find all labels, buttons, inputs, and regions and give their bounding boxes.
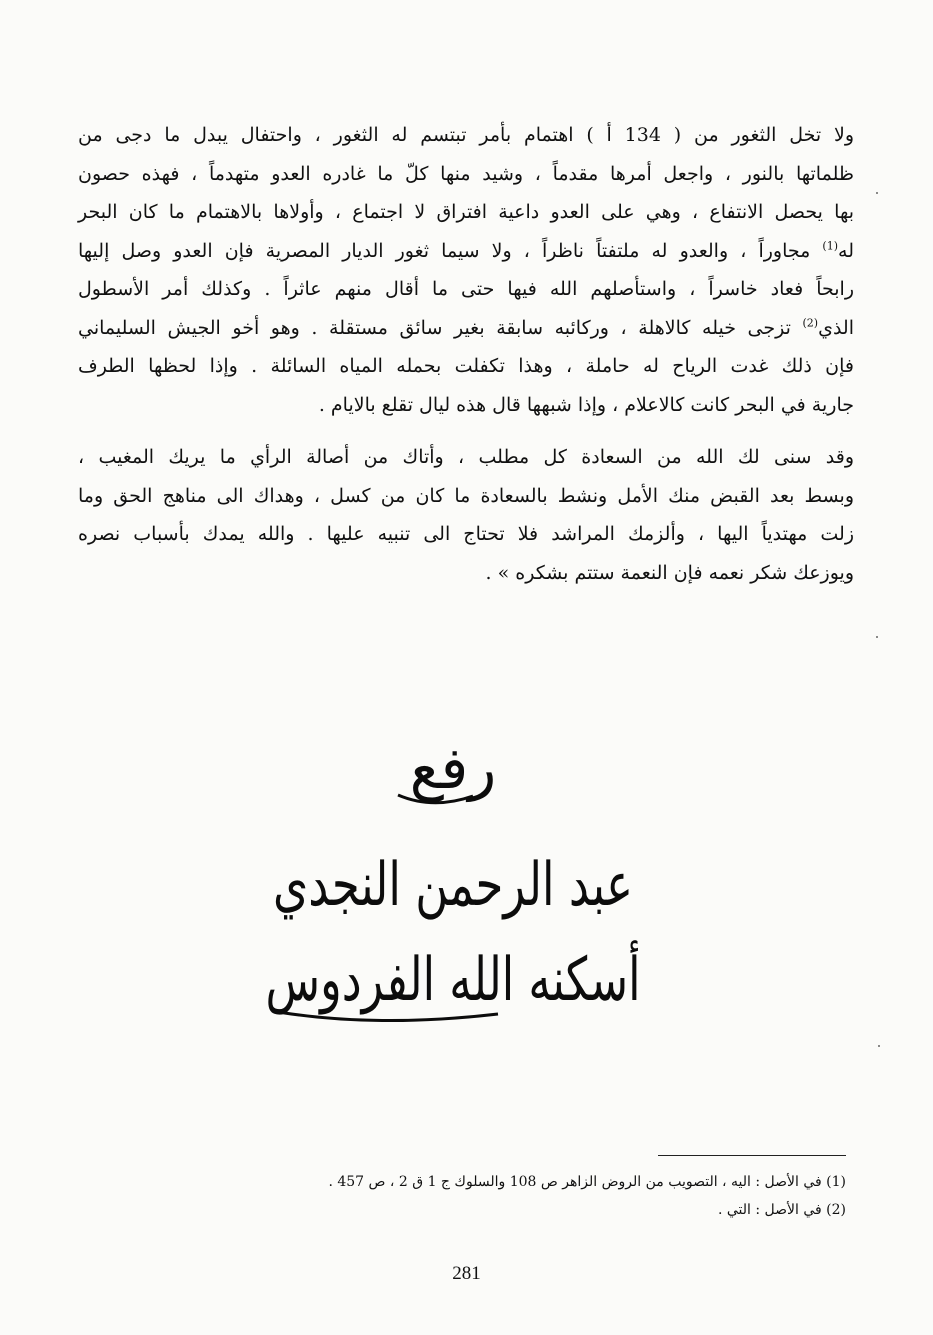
footnotes [240, 1168, 846, 1224]
footnote-1: (1) في الأصل : اليه ، التصويب من الروض الزاهر ص 108 والسلوك ج 1 ق 2 ، ص 457 . [328, 1174, 846, 1190]
footnote-separator [658, 1155, 846, 1156]
scan-speck [878, 1045, 880, 1047]
stamp-line-2: عبد الرحمن النجدي [273, 850, 633, 920]
calligraphy-stamp [258, 700, 769, 1030]
text-fragment: له [838, 239, 854, 262]
text-line [78, 232, 854, 271]
text-line: جارية في البحر كانت كالاعلام ، وإذا شبهها قال هذه ليال تقلع بالايام . [318, 393, 854, 416]
scan-speck [876, 636, 878, 638]
footnote-ref-1: (1) [822, 239, 839, 253]
scan-speck [876, 192, 878, 194]
text-line: بها يحصل الانتفاع ، وهي على العدو داعية افتراق لا اجتماع ، وأولاها بالاهتمام ما كان البحر [78, 201, 854, 223]
main-text [78, 116, 854, 592]
text-line: وقد سنى لك الله من السعادة كل مطلب ، وأتاك من أصالة الرأي ما يريك المغيب ، [78, 446, 854, 468]
text-line: رابحاً فعاد خاسراً ، واستأصلهم الله فيها حتى ما أقال منهم عاثراً . وكذلك أمر الأسطول [78, 278, 854, 300]
text-fragment: مجاوراً ، والعدو له ملتفتاً ناظراً ، ولا سيما ثغور الديار المصرية فإن العدو وصل إليها [78, 239, 823, 262]
footnote-2: (2) في الأصل : التي . [717, 1202, 846, 1218]
text-line: ظلماتها بالنور ، واجعل أمرها مقدماً ، وشيد منها كلّ ما غادره العدو متهدماً ، فهذه حصون [78, 162, 854, 185]
stamp-line-1: رفع [409, 734, 497, 802]
text-line [78, 309, 854, 348]
text-line: ويوزعك شكر نعمه فإن النعمة ستتم بشكره » . [485, 561, 854, 584]
text-fragment: تزجى خيله كالاهلة ، وركائبه سابقة بغير سائق مستقلة . وهو أخو الجيش السليماني [78, 316, 803, 339]
text-line: ولا تخل الثغور من ( 134 أ ) اهتمام بأمر تبتسم له الثغور ، واحتفال يبدل ما دجى من [78, 124, 855, 146]
footnote-ref-2: (2) [802, 316, 819, 330]
paragraph-2 [78, 438, 854, 592]
paragraph-1 [78, 116, 854, 424]
stamp-line-3: أسكنه الله الفردوس [265, 945, 769, 1015]
text-line: زلت مهتدياً اليها ، وألزمك المراشد فلا تحتاج الى تنبيه عليها . والله يمدك بأسباب نصره [78, 523, 854, 545]
text-fragment: الذي [818, 316, 854, 339]
page-number: 281 [452, 1263, 481, 1284]
text-line: فإن ذلك غدت الرياح له حاملة ، وهذا تكفلت بحمله المياه السائلة . وإذا لحظها الطرف [78, 355, 854, 377]
text-line: وبسط بعد القبض منك الأمل ونشط بالسعادة ما كان من كسل ، وهداك الى مناهج الحق وما [78, 484, 854, 507]
